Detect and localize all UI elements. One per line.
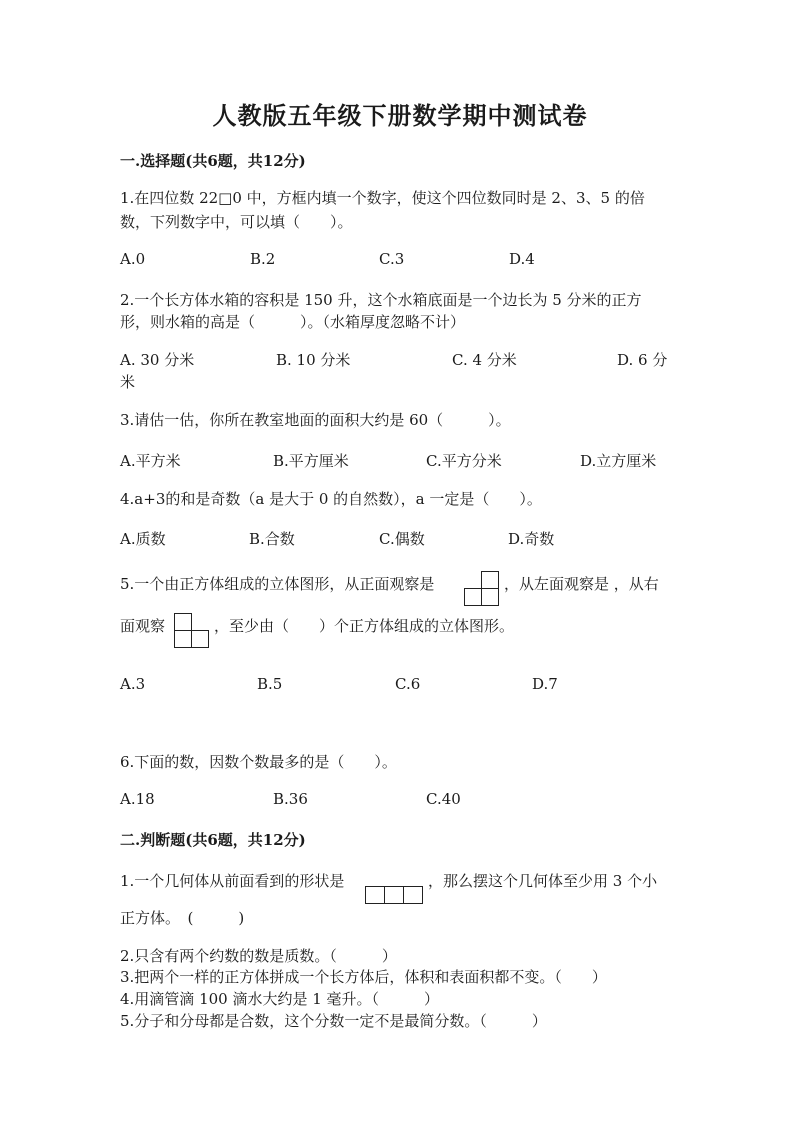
q5-option-c: C.6 [395,675,421,693]
q6-option-a: A.18 [120,790,155,808]
q6-option-b: B.36 [273,790,308,808]
q3-option-c: C.平方分米 [426,452,502,470]
j1-text-line1b: ，那么摆这个几何体至少用 3 个小 [428,872,658,890]
q2-option-c: C. 4 分米 [452,351,517,369]
q5-option-d: D.7 [532,675,558,693]
q5-option-a: A.3 [120,675,146,693]
q3-option-d: D.立方厘米 [580,452,657,470]
j3-text: 3.把两个一样的正方体拼成一个长方体后，体积和表面积都不变。（ ） [120,968,607,986]
j5-text: 5.分子和分母都是合数，这个分数一定不是最简分数。（ ） [120,1012,547,1030]
q1-text-line2: 数，下列数字中，可以填（ ）。 [120,213,353,231]
q5-text-line1a: 5.一个由正方体组成的立体图形，从正面观察是 [120,575,435,593]
q5-text-line2a: 面观察 [120,617,166,635]
q5-text-line2b: ，至少由（ ）个正方体组成的立体图形。 [214,617,515,635]
q1-option-a: A.0 [120,250,146,268]
q2-text-line2: 形，则水箱的高是（ ）。（水箱厚度忽略不计） [120,313,466,331]
j4-text: 4.用滴管滴 100 滴水大约是 1 毫升。（ ） [120,990,440,1008]
q4-option-a: A.质数 [120,530,166,548]
j1-text-line1a: 1.一个几何体从前面看到的形状是 [120,872,345,890]
q2-option-d: D. 6 分 [617,351,668,369]
page-title: 人教版五年级下册数学期中测试卷 [212,101,588,130]
q1-option-c: C.3 [379,250,405,268]
q6-option-c: C.40 [426,790,461,808]
q6-text: 6.下面的数，因数个数最多的是（ ）。 [120,753,397,771]
q1-text-line1: 1.在四位数 22□0 中，方框内填一个数字，使这个四位数同时是 2、3、5 的倍 [120,189,645,207]
q5-text-line1b: ，从左面观察是 ，从右 [504,575,659,593]
section-heading-choice: 一.选择题(共6题，共12分) [120,152,306,170]
q4-option-d: D.奇数 [508,530,555,548]
q4-option-b: B.合数 [249,530,295,548]
j2-text: 2.只含有两个约数的数是质数。（ ） [120,947,397,965]
q2-text-line1: 2.一个长方体水箱的容积是 150 升，这个水箱底面是一个边长为 5 分米的正方 [120,291,642,309]
j1-text-line2: 正方体。 ( ) [120,909,245,927]
q1-option-b: B.2 [250,250,276,268]
q3-option-a: A.平方米 [120,452,181,470]
q4-text: 4.a+3的和是奇数（a 是大于 0 的自然数），a 一定是（ ）。 [120,490,542,508]
q1-option-d: D.4 [509,250,535,268]
q5-option-b: B.5 [257,675,283,693]
q2-option-b: B. 10 分米 [276,351,351,369]
q3-text: 3.请估一估，你所在教室地面的面积大约是 60（ ）。 [120,411,511,429]
q2-option-a: A. 30 分米 [120,351,195,369]
q2-option-d-wrap: 米 [120,373,136,391]
q4-option-c: C.偶数 [379,530,425,548]
q3-option-b: B.平方厘米 [273,452,349,470]
section-heading-judgement: 二.判断题(共6题，共12分) [120,831,306,849]
